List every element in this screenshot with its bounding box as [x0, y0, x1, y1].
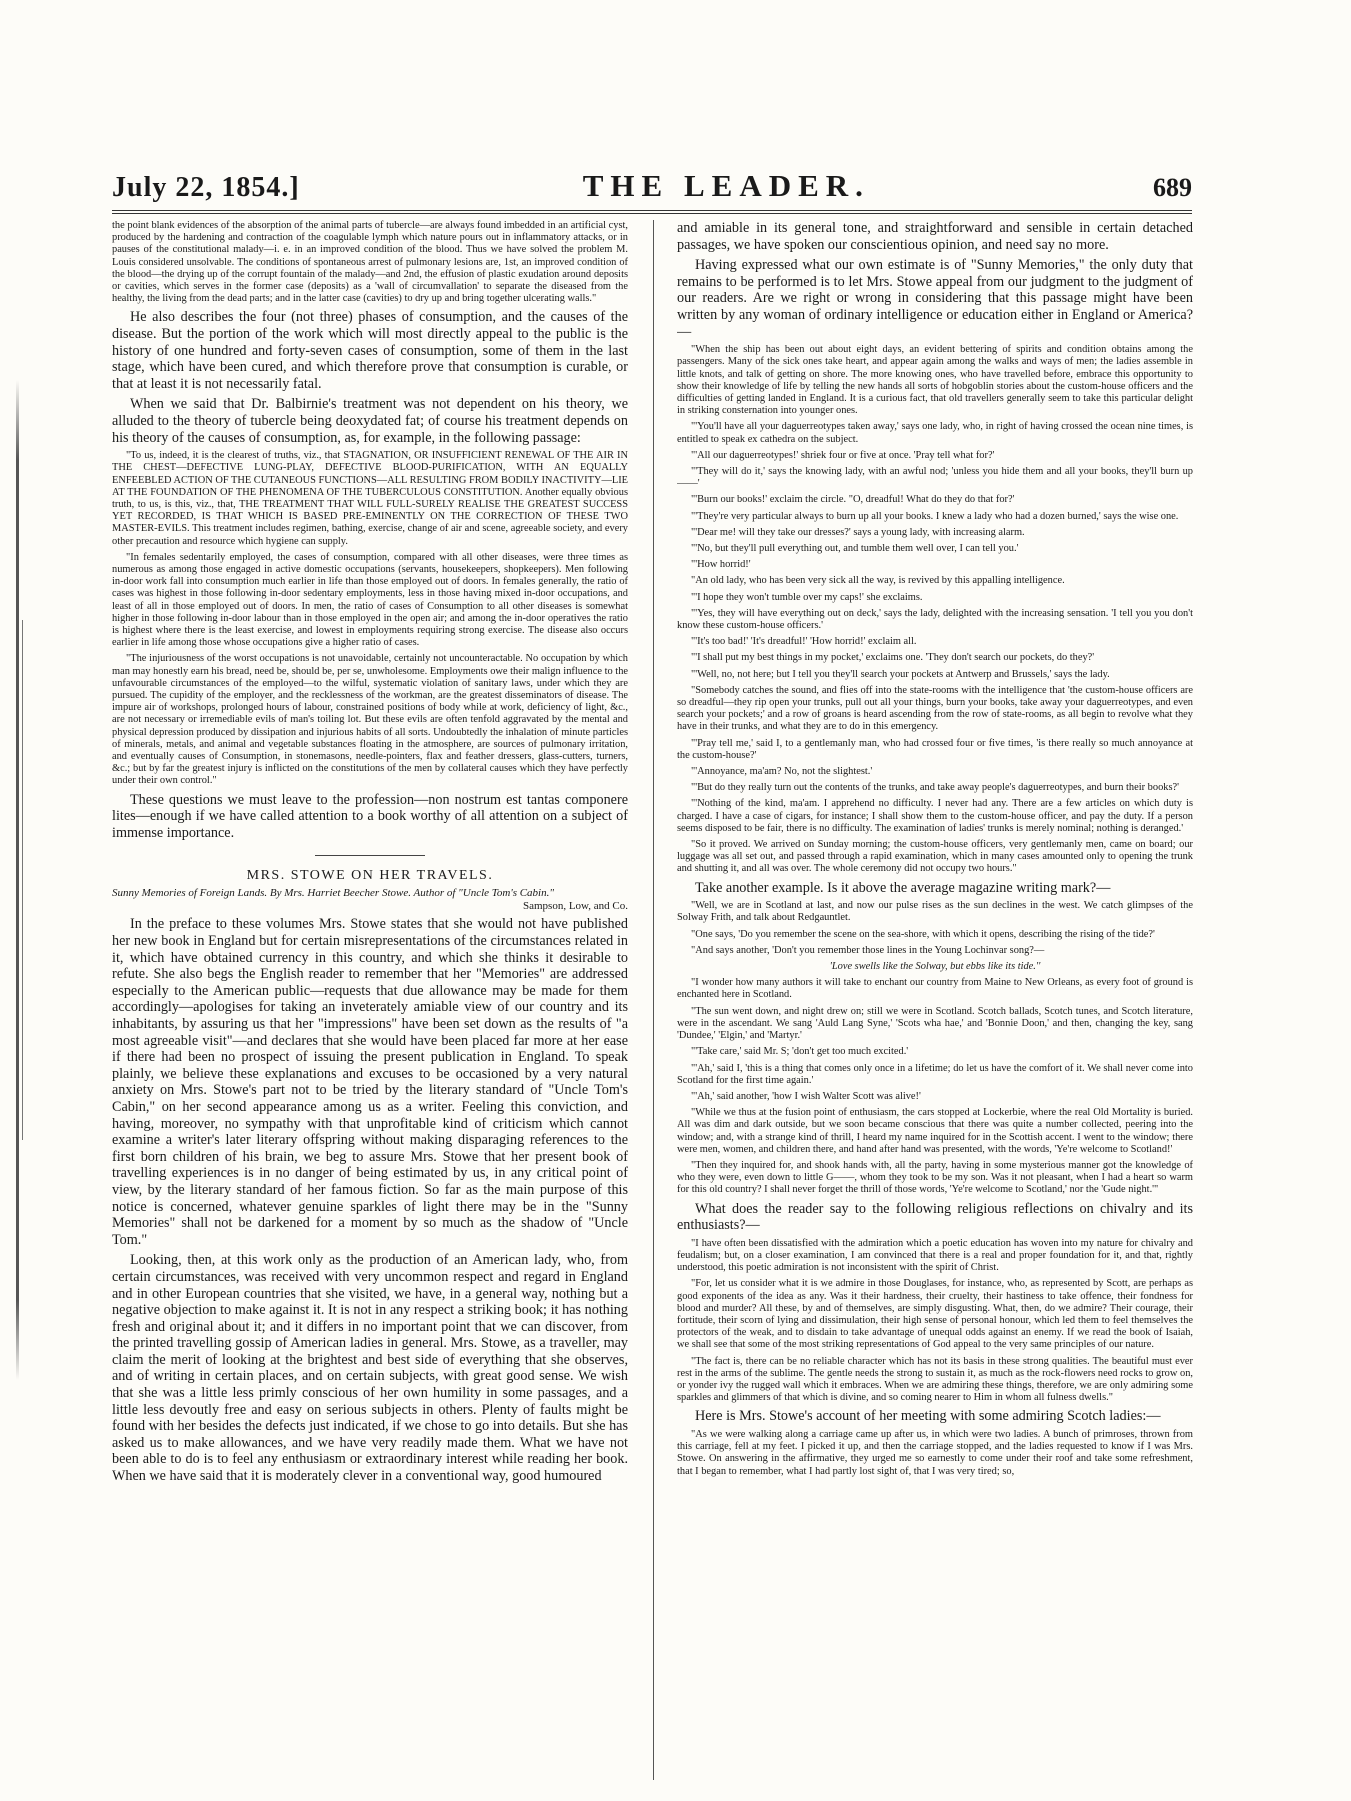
masthead-title: THE LEADER.: [582, 168, 870, 203]
quote-paragraph: "'How horrid!': [691, 559, 751, 571]
paragraph: and amiable in its general tone, and straightforward and sensible in certain detached passages, we have spoken our conscientious opinion, and need say no more.: [677, 220, 1193, 253]
quote-paragraph: "'Ah,' said another, 'how I wish Walter Scott was alive!': [691, 1090, 921, 1102]
article-title: MRS. STOWE ON HER TRAVELS.: [246, 868, 494, 884]
quote-paragraph: "Somebody catches the sound, and flies off into the state-rooms with the intelligence that 'the custom-house officers are so dreadful—they rip open your trunks, pull out all your things, burn your books, take away your daguerreotypes, and even search your pockets;' and a row of groans is heard ascending from the row of state-rooms, as all begin to revolve what they have in their trunks, and what they are to do in this emergency.: [677, 684, 1193, 733]
quote-paragraph: "'Nothing of the kind, ma'am. I apprehend no difficulty. I never had any. There are a few articles on which duty is charged. I have a case of cigars, for instance; I shall show them to the custom-house officer, and pay the duty. If a person seems disposed to be fair, there is no difficulty. The examination of ladies' trunks is merely nominal; nothing is deranged.': [677, 798, 1193, 834]
binding-edge-line: [22, 620, 23, 1140]
column-divider: [653, 220, 654, 1780]
quote-paragraph: "The fact is, there can be no reliable character which has not its basis in these strong qualities. The beautiful must ever rest in the arms of the sublime. The gentle needs the strong to sustain it, as much as the rock-flowers need rocks to grow on, or yonder ivy the rugged wall which it embraces. When we are admiring these things, therefore, we are only admiring some sparkles and glimmers of that which is divine, and so coming nearer to Him in whom all fulness dwells.": [677, 1355, 1193, 1404]
quote-paragraph: "The injuriousness of the worst occupations is not unavoidable, certainly not uncounteractable. No occupation by which man may honestly earn his bread, need be, should be, per se, unwholesome. Employments owe their malign influence to the unfavourable circumstances of the employed—to the wilful, systematic violation of sanitary laws, under which they are pursued. The cupidity of the employer, and the recklessness of the workman, are the greatest disseminators of disease. The impure air of workshops, prolonged hours of labour, constrained positions of body while at work, deficiency of light, &c., are not necessary or irremediable evils of man's toiling lot. But these evils are often tenfold aggravated by the mental and physical depression produced by dissipation and injurious habits of all sorts. Undoubtedly the inhalation of minute particles of minerals, metals, and animal and vegetable substances floating in the atmosphere, are sources of pulmonary irritation, and eventually causes of Consumption, in stonemasons, needle-pointers, flax and feather dressers, glass-cutters, turners, &c.; but by far the greatest injury is inflicted on the constitutions of the men by collateral causes which they have perfectly under their own control.": [112, 653, 628, 787]
paragraph: When we said that Dr. Balbirnie's treatment was not dependent on his theory, we alluded to the theory of tubercle being deoxydated fat; of course his treatment depends on his theory of the causes of consumption, as, for example, in the following passage:: [112, 396, 628, 446]
paragraph: These questions we must leave to the profession—non nostrum est tantas componere lites—enough if we have called attention to a book worthy of all attention on a subject of immense importance.: [112, 791, 628, 841]
quote-paragraph: "And says another, 'Don't you remember those lines in the Young Lochinvar song?—: [691, 944, 1045, 956]
binding-edge-mark: [16, 380, 19, 1380]
quote-paragraph: "'Ah,' said I, 'this is a thing that comes only once in a lifetime; do let us have the comfort of it. We shall never come into Scotland for the first time again.': [677, 1062, 1193, 1086]
page-header: [112, 168, 1192, 204]
header-rule-double: [112, 213, 1192, 214]
quote-paragraph: "'They will do it,' says the knowing lady, with an awful nod; 'unless you hide them and all your books, they'll burn up——': [677, 465, 1193, 490]
quote-paragraph: "'Take care,' said Mr. S; 'don't get too much excited.': [691, 1046, 909, 1058]
paragraph: Having expressed what our own estimate is of "Sunny Memories," the only duty that remains to be performed is to let Mrs. Stowe appeal from our judgment to the judgment of our readers. Are we right or wrong in considering that this passage might have been written by any woman of ordinary intelligence or education either in England or America?—: [677, 257, 1193, 340]
paragraph: Looking, then, at this work only as the production of an American lady, who, from certain circumstances, was received with very uncommon respect and regard in England and in other European countries that she visited, we have, in a general way, nothing but a negative objection to make against it. It is not in any respect a striking book; it has nothing fresh and original about it; and it differs in no important point that we can discover, from the printed travelling gossip of American ladies in general. Mrs. Stowe, as a traveller, may claim the merit of looking at the brightest and best side of everything that she observes, and of writing in certain places, and on certain subjects, with great good sense. We wish that she was a little less primly conscious of her own humility in some passages, and a little less devoutly free and easy on serious subjects in others. Plenty of faults might be found with her besides the defects just indicated, if we chose to go into details. But she has asked us to make allowances, and we have very readily made them. What we have not been able to do is to feel any enthusiasm or extraordinary interest while reading her book. When we have said that it is moderately clever in a conventional way, good humoured: [112, 1252, 628, 1485]
quote-paragraph: "The sun went down, and night drew on; still we were in Scotland. Scotch ballads, Scotch tunes, and Scotch literature, were in the ascendant. We sang 'Auld Lang Syne,' 'Scots wha hae,' and 'Bonnie Doon,' and then, changing the key, sang 'Dundee,' 'Elgin,' and 'Martyr.': [677, 1005, 1193, 1042]
quote-paragraph: "In females sedentarily employed, the cases of consumption, compared with all other diseases, were three times as numerous as among those engaged in active domestic occupations (servants, housekeepers, shopkeepers). Men following in-door work fall into consumption much earlier in life than those employed out of doors. In females generally, the ratio of cases was highest in those following in-door sedentary employments, less in those having mixed in-door occupations, and least of all in those employed out of doors. In men, the ratio of cases of Consumption to all other diseases is somewhat higher in those following in-door labour than in those employed in the open air; and among the in-door operatives the ratio is highest where there is the least exercise, and lowest in employments requiring strong exercise. The disease also occurs earlier in life among those whose occupations give a higher ratio of cases.: [112, 551, 628, 649]
quote-paragraph: "Then they inquired for, and shook hands with, all the party, having in some mysterious manner got the knowledge of who they were, even down to little G——, whom they took to be my son. Was it not pleasant, when I had a heart so warm for this old country? I shall never forget the thrill of those words, 'Ye're welcome to Scotland,' nor the 'Gude night.'": [677, 1159, 1193, 1196]
quote-paragraph: "'They're very particular always to burn up all your books. I knew a lady who had a dozen burned,' says the wise one.: [691, 510, 1179, 522]
quote-paragraph: "I have often been dissatisfied with the admiration which a poetic education has woven into my nature for chivalry and feudalism; but, on a closer examination, I am convinced that there is a real and proper foundation for it, and that, rightly understood, this poetic admiration is not inconsistent with the spirit of Christ.: [677, 1237, 1193, 1274]
header-rule: [112, 210, 1192, 211]
quote-paragraph: "To us, indeed, it is the clearest of truths, viz., that STAGNATION, OR INSUFFICIENT RENEWAL OF THE AIR IN THE CHEST—DEFECTIVE LUNG-PLAY, DEFECTIVE BLOOD-PURIFICATION, WITH AN EQUALLY ENFEEBLED ACTION OF THE CUTANEOUS FUNCTIONS—ALL RESULTING FROM BODILY INACTIVITY—LIE AT THE FOUNDATION OF THE PHENOMENA OF THE TUBERCULOUS CONSTITUTION. Another equally obvious truth, to us, is this, viz., that, THE TREATMENT THAT WILL FULL-SURELY REALISE THE GREATEST SUCCESS YET RECORDED, IS THAT WHICH IS BASED PRE-EMINENTLY ON THE CORRECTION OF THESE TWO MASTER-EVILS. This treatment includes regimen, bathing, exercise, change of air and scene, agreeable society, and every other precaution and resource which hygiene can supply.: [112, 450, 628, 547]
quote-paragraph: "'I hope they won't tumble over my caps!' she exclaims.: [691, 591, 923, 603]
quote-paragraph: "I wonder how many authors it will take to enchant our country from Maine to New Orleans, as every foot of ground is enchanted here in Scotland.: [677, 977, 1193, 1001]
right-column: [677, 220, 1193, 1785]
page-number: 689: [1152, 173, 1192, 202]
article-byline: Sunny Memories of Foreign Lands. By Mrs. Harriet Beecher Stowe. Author of "Uncle Tom's Cabin.": [112, 887, 554, 900]
left-column: [112, 220, 628, 1785]
verse-line: 'Love swells like the Solway, but ebbs like its tide.'': [829, 961, 1041, 973]
paragraph: In the preface to these volumes Mrs. Stowe states that she would not have published her new book in England but for certain misrepresentations of the circumstances related in it, which have obtained currency in this country, and which she thinks it desirable to refute. She also begs the English reader to remember that her "Memories" are addressed especially to the American public—requests that due allowance may be made for them accordingly—apologises for taking an inveterately amiable view of our country and its inhabitants, by assuring us that her "impressions" have been set down as the results of "a most agreeable visit"—and declares that she would have been placed far more at her ease if there had been no prospect of issuing the present publication in England. To speak plainly, we believe these explanations and excuses to be occasioned by a very natural anxiety on Mrs. Stowe's part not to be tried by the literary standard of "Uncle Tom's Cabin," on her second appearance among us as a writer. Feeling this conviction, and having, moreover, no sympathy with that unprofitable kind of criticism which cannot examine a writer's later literary offspring without making disparaging references to the first born children of his brain, we beg to assure Mrs. Stowe that her present book of travelling experiences is in no danger of being estimated by us, in any critical point of view, by the literary standard of her famous fiction. So far as the main purpose of this notice is concerned, whatever genuine sparkles of light there may be in the "Sunny Memories" shall not be darkened for a moment by so much as the shadow of "Uncle Tom.": [112, 916, 628, 1248]
quote-paragraph: "'Pray tell me,' said I, to a gentlemanly man, who had crossed four or five times, 'is there really so much annoyance at the custom-house?': [677, 737, 1193, 761]
quote-paragraph: "'Annoyance, ma'am? No, not the slightest.': [691, 766, 873, 778]
paragraph: He also describes the four (not three) phases of consumption, and the causes of the disease. But the portion of the work which will most directly appeal to the public is the history of one hundred and forty-seven cases of consumption, some of them in the last stage, which have been cured, and which therefore prove that consumption is curable, or that at least it is not necessarily fatal.: [112, 309, 628, 392]
quote-paragraph: "While we thus at the fusion point of enthusiasm, the cars stopped at Lockerbie, where the real Old Mortality is buried. All was dim and dark outside, but we soon became conscious that there was quite a number collected, peering into the window; and, with a strange kind of thrill, I heard my name inquired for in the Scottish accent. I went to the window; there were men, women, and children there, and hand after hand was presented, with the words, 'Ye're welcome to Scotland!': [677, 1107, 1193, 1155]
quote-paragraph: "'All our daguerreotypes!' shriek four or five at once. 'Pray tell what for?': [691, 449, 995, 461]
quote-paragraph: "As we were walking along a carriage came up after us, in which were two ladies. A bunch of primroses, thrown from this carriage, fell at my feet. I picked it up, and then the carriage stopped, and the ladies requested to know if I was Mrs. Stowe. On answering in the affirmative, they urged me so earnestly to come under their roof and take some refreshment, that I began to remember, what I had partly lost sight of, that I was very tired; so,: [677, 1428, 1193, 1477]
section-divider: [315, 855, 425, 856]
quote-paragraph: "'No, but they'll pull everything out, and tumble them well over, I can tell you.': [691, 543, 1019, 554]
quote-paragraph: "'It's too bad!' 'It's dreadful!' 'How horrid!' exclaim all.: [691, 636, 917, 648]
quote-paragraph: "'I shall put my best things in my pocket,' exclaims one. 'They don't search our pockets, do they?': [691, 652, 1095, 664]
paragraph: Here is Mrs. Stowe's account of her meeting with some admiring Scotch ladies:—: [695, 1408, 1161, 1425]
quote-paragraph: "Well, we are in Scotland at last, and now our pulse rises as the sun declines in the west. We catch glimpses of the Solway Frith, and talk about Redgauntlet.: [677, 900, 1193, 924]
article-publisher: Sampson, Low, and Co.: [522, 900, 628, 913]
quote-paragraph: "'Dear me! will they take our dresses?' says a young lady, with increasing alarm.: [691, 526, 1025, 538]
issue-date: July 22, 1854.]: [112, 172, 300, 203]
paragraph: the point blank evidences of the absorption of the animal parts of tubercle—are always found imbedded in an artificial cyst, produced by the hardening and contraction of the coagulable lymph which nature pours out in inflammatory attacks, or in pauses of the constitutional malady—i. e. in an improved condition of the blood. Thus we have solved the problem M. Louis considered unsolvable. The conditions of spontaneous arrest of pulmonary lesions are, 1st, an improved condition of the blood—the drying up of the corrupt fountain of the malady—and 2nd, the effusion of plastic exudation around deposits or cavities, which serves in the former case (deposits) as a 'wall of circumvallation' to separate the diseased from the healthy, the living from the dead parts; and in the latter case (cavities) to dry up and bring together ulcerating walls.": [112, 220, 628, 305]
quote-paragraph: "When the ship has been out about eight days, an evident bettering of spirits and condition obtains among the passengers. Many of the sick ones take heart, and appear again among the walks and ways of men; the ladies assemble in little knots, and talk of getting on shore. The more knowing ones, who have travelled before, embrace this opportunity to show their knowledge of life by telling the new hands all sorts of hobgoblin stories about the custom-house officers and the difficulties of getting landed in England. It is a curious fact, that old travellers generally seem to take this particular delight in striking consternation into younger ones.: [677, 344, 1193, 417]
quote-paragraph: "One says, 'Do you remember the scene on the sea-shore, with which it opens, describing the rising of the tide?': [691, 928, 1155, 940]
paragraph: Take another example. Is it above the average magazine writing mark?—: [695, 879, 1111, 896]
quote-paragraph: "An old lady, who has been very sick all the way, is revived by this appalling intelligence.: [691, 575, 1065, 587]
quote-paragraph: "'Well, no, not here; but I tell you they'll search your pockets at Antwerp and Brussels,' says the lady.: [691, 668, 1110, 680]
quote-paragraph: "So it proved. We arrived on Sunday morning; the custom-house officers, very gentlemanly men, came on board; our luggage was all set out, and passed through a rapid examination, which in many cases amounted only to opening the trunk and shutting it, and all was over. The whole ceremony did not occupy two hours.": [677, 839, 1193, 875]
newspaper-page: [112, 168, 1192, 1788]
paragraph: What does the reader say to the following religious reflections on chivalry and its enthusiasts?—: [677, 1200, 1193, 1234]
quote-paragraph: "'You'll have all your daguerreotypes taken away,' says one lady, who, in right of having crossed the ocean nine times, is entitled to speak ex cathedra on the subject.: [677, 421, 1193, 445]
quote-paragraph: "For, let us consider what it is we admire in those Douglases, for instance, who, as represented by Scott, are perhaps as good exponents of the idea as any. Was it their hardness, their cruelty, their hastiness to take offence, their fondness for blood and murder? All these, by and of themselves, are simply disgusting. What, then, do we admire? Their courage, their fortitude, their scorn of lying and dissimulation, their high sense of personal honour, which led them to feel themselves the protectors of the weak, and to disdain to take advantage of unequal odds against an enemy. If we read the book of Isaiah, we shall see that some of the most striking representations of God appeal to the very same principles of our nature.: [677, 1278, 1193, 1351]
quote-paragraph: "'Burn our books!' exclaim the circle. "O, dreadful! What do they do that for?': [691, 494, 1015, 506]
quote-paragraph: "'But do they really turn out the contents of the trunks, and take away people's daguerreotypes, and burn their books?': [691, 782, 1179, 794]
quote-paragraph: "'Yes, they will have everything out on deck,' says the lady, delighted with the increasing sensation. 'I tell you you don't know these custom-house officers.': [677, 607, 1193, 632]
